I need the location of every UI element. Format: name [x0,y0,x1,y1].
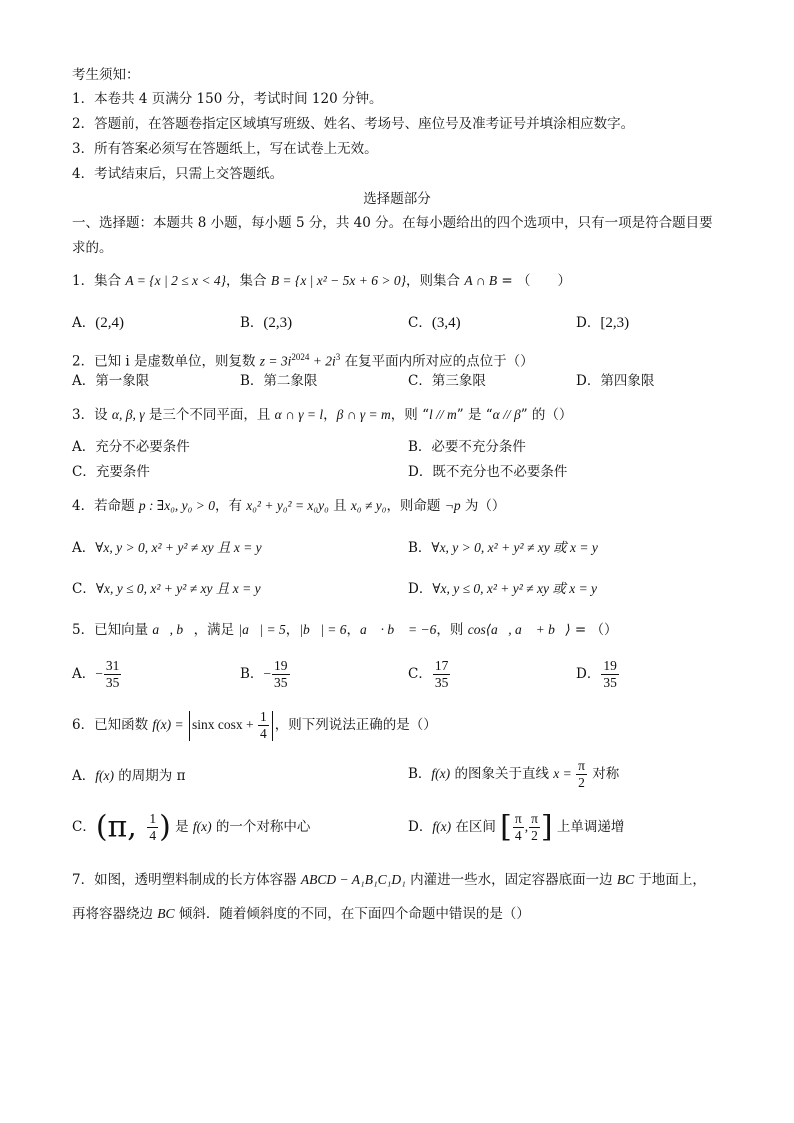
denominator: 4 [259,726,267,741]
part1-instructions-line1: 一、选择题：本题共 8 小题，每小题 5 分，共 40 分。在每小题给出的四个选项中，只有一项是符合题目要 [72,215,713,231]
q6-text: ，则下列说法正确的是（） [274,717,437,733]
denominator: 2 [531,828,538,843]
q7-text: 再将容器绕边 [72,906,158,922]
q5-condition: |a⃗| = 5 [238,622,286,637]
q3-option-b: B．必要不充分条件 [408,439,526,455]
numerator: π [531,811,538,826]
q2-exponent: 2024 [291,352,310,362]
numerator: 1 [259,709,267,724]
option-value: [2,3) [600,315,630,331]
q7-text: 内灌进一些水，固定容器底面一边 [405,872,617,888]
option-label: C． [408,666,432,682]
fraction [272,658,290,691]
q7-box-name: ABCD − A₁B₁C₁D₁ [300,872,406,887]
option-value: (2,3) [263,315,293,331]
option-label: D． [408,581,433,597]
q6-text: 的图象关于直线 [450,766,554,782]
q6-text: 在区间 [451,819,501,835]
q3-option-d: D．既不充分也不必要条件 [408,464,568,480]
q2-text: 在复平面内所对应的点位于（） [340,353,534,370]
question-3-stem [72,406,572,424]
q4-option-b [408,539,598,557]
numerator: 31 [105,658,120,673]
option-value: (3,4) [431,315,461,331]
option-label: D． [576,315,601,331]
option-label: A． [72,768,96,784]
numerator: 1 [149,811,157,826]
q5-expression: cos⟨a⃗, a⃗ + b⃗⟩ [467,622,571,637]
q3-text: ， [323,407,337,423]
q6-inner-expression: sinx cosx + [191,717,257,732]
q5-condition: |b⃗| = 6 [299,622,347,637]
notice-item-3: 3．所有答案必须写在答题纸上，写在试卷上无效。 [72,141,378,157]
q7-edge: BC [157,906,175,921]
fraction [258,709,269,742]
denominator: 2 [578,775,585,790]
question-number: 5． [72,622,95,638]
question-number: 3． [72,407,95,423]
left-bracket: [ [500,809,512,845]
fraction [529,811,540,844]
q2-option-a: A．第一象限 [72,373,150,389]
q1-option-b [240,314,292,332]
q4-option-a [72,539,262,557]
q5-condition: a⃗ · b⃗ = −6 [360,622,437,637]
option-label: B． [240,315,264,331]
q3-option-c: C．充要条件 [72,464,150,480]
q5-text: ， [346,622,361,638]
denominator: 35 [603,675,617,690]
q4-text: 若命题 [94,498,139,514]
notice-item-2: 2．答题前，在答题卷指定区域填写班级、姓名、考场号、座位号及准考证号并填涂相应数字。 [72,116,635,132]
option-label: B． [408,766,432,782]
q6-option-d [408,808,624,846]
q1-option-d [576,314,629,332]
q4-text: ，有 [214,498,247,514]
q1-set-b: B = {x | x² − 5x + 6 > 0} [270,273,407,288]
q5-option-a [72,656,122,692]
numerator: 19 [603,658,617,673]
q1-set-a: A = {x | 2 ≤ x < 4} [125,273,227,288]
q3-text: ” 的（） [520,407,573,423]
question-7-line2 [72,905,530,923]
q5-text: ，满足 [193,622,239,638]
q1-option-c [408,314,461,332]
fraction [104,658,122,691]
fraction [601,658,619,691]
minus-sign: − [95,666,103,681]
part1-instructions-line2: 求的。 [72,240,113,256]
q3-planes: α, β, γ [111,407,145,422]
q6-function: f(x) [432,819,452,834]
q6-function: f(x) [431,766,451,781]
option-label: C． [408,315,432,331]
q4-inequality: x₀ ≠ y₀ [350,498,387,513]
option-label: A． [72,666,96,682]
q6-option-c [72,808,310,846]
right-bracket: ] [540,809,553,845]
question-number: 6． [72,717,95,733]
fraction [576,758,587,791]
option-label: D． [408,819,433,835]
q2-text: 已知 i 是虚数单位，则复数 [94,353,260,370]
q2-option-d: D．第四象限 [576,373,655,389]
q2-expression: z = 3i [259,353,292,369]
q5-option-d [576,656,620,692]
q3-condition: β ∩ γ = m [336,407,391,422]
question-number: 2． [72,353,95,370]
question-number: 7． [72,872,95,888]
comma: , [524,819,529,834]
option-label: B． [240,666,264,682]
q6-text: 是 [170,819,193,835]
q6-option-a [72,766,185,786]
q4-text: 为（） [460,498,506,514]
q4-proposition: p : ∃x₀, y₀ > 0 [138,498,215,513]
q1-text: = （ ） [497,273,571,289]
q3-condition: α // β [492,407,521,422]
fraction [147,811,158,844]
q4-option-c [72,580,261,598]
option-label: B． [408,540,432,556]
denominator: 4 [149,828,157,843]
q2-expression: + 2i [309,353,336,369]
q5-text: ，则 [436,622,468,638]
q5-text: ， [285,622,300,638]
question-number: 4． [72,498,95,514]
q6-function: f(x) [95,768,114,783]
abs-bar [189,711,190,741]
q4-negation: ¬p [444,498,461,513]
option-value: ∀x, y > 0, x² + y² ≠ xy 或 x = y [431,540,598,555]
q3-text: ，则 “ [390,407,429,423]
numerator: 17 [434,658,449,673]
q3-option-a: A．充分不必要条件 [72,439,190,455]
option-label: C． [72,581,96,597]
q1-text: 集合 [94,273,126,289]
question-1-stem [72,272,571,290]
q3-text: 设 [94,407,112,423]
q6-function: f(x) = [152,717,187,732]
q7-text: 于地面上， [634,872,706,888]
question-5-stem [72,621,618,639]
q2-option-c: C．第三象限 [408,373,486,389]
q6-text: 对称 [587,766,620,782]
q3-text: ” 是 “ [456,407,493,423]
option-value: ∀x, y ≤ 0, x² + y² ≠ xy 且 x = y [95,581,261,596]
minus-sign: − [263,666,272,681]
option-label: A． [72,315,96,331]
q3-condition: α ∩ γ = l [274,407,324,422]
denominator: 35 [434,675,449,690]
q6-text: 上单调递增 [552,819,625,835]
q2-option-b: B．第二象限 [240,373,318,389]
option-label: C． [72,819,96,835]
q7-text: 如图，透明塑料制成的长方体容器 [94,872,301,888]
option-label: A． [72,540,96,556]
q4-equation: x₀² + y₀² = x₀y₀ [246,498,329,513]
q6-text: 已知函数 [94,717,153,733]
option-value: ∀x, y > 0, x² + y² ≠ xy 且 x = y [95,540,262,555]
notice-title: 考生须知： [72,67,140,83]
question-2-stem [72,348,534,371]
q5-option-b [240,656,291,692]
question-4-stem [72,497,505,515]
question-6-stem [72,706,437,744]
notice-item-4: 4．考试结束后，只需上交答题纸。 [72,166,284,182]
denominator: 35 [274,675,288,690]
q6-text: 的周期为 π [113,768,186,784]
q6-text: 的一个对称中心 [211,819,311,835]
q1-text: ，则集合 [406,273,465,289]
q5-text: 已知向量 [94,622,153,638]
q1-expression: A ∩ B [464,273,498,288]
numerator: 19 [274,658,288,673]
q2-exponent: 3 [335,352,341,362]
q5-text: = （） [570,622,618,638]
question-7-line1 [72,871,706,889]
q4-text: 且 [328,498,351,514]
q6-option-b [408,756,619,792]
q7-text: 倾斜．随着倾斜度的不同，在下面四个命题中错误的是（） [174,906,530,922]
q4-option-d [408,580,597,598]
question-number: 1． [72,273,95,289]
fraction [513,811,524,844]
q6-point: ) [159,809,171,845]
denominator: 4 [514,828,522,843]
q5-vectors: a⃗, b⃗ [152,622,194,637]
q3-text: 是三个不同平面，且 [144,407,275,423]
q1-text: ，集合 [226,273,271,289]
q3-condition: l // m [429,407,457,422]
numerator: π [514,811,522,826]
denominator: 35 [105,675,120,690]
q6-line: x = [553,766,576,781]
q1-option-a [72,314,124,332]
q7-edge: BC [616,872,635,887]
section-title: 选择题部分 [363,191,431,207]
option-value: ∀x, y ≤ 0, x² + y² ≠ xy 或 x = y [432,581,598,596]
q5-option-c [408,656,451,692]
q4-text: ，则命题 [386,498,445,514]
q6-function: f(x) [192,819,212,834]
abs-bar [272,711,273,741]
numerator: π [578,758,585,773]
option-value: (2,4) [95,315,124,331]
option-label: D． [576,666,601,682]
notice-item-1: 1．本卷共 4 页满分 150 分，考试时间 120 分钟。 [72,91,383,107]
q6-point: (π, [95,809,147,845]
fraction [433,658,451,691]
